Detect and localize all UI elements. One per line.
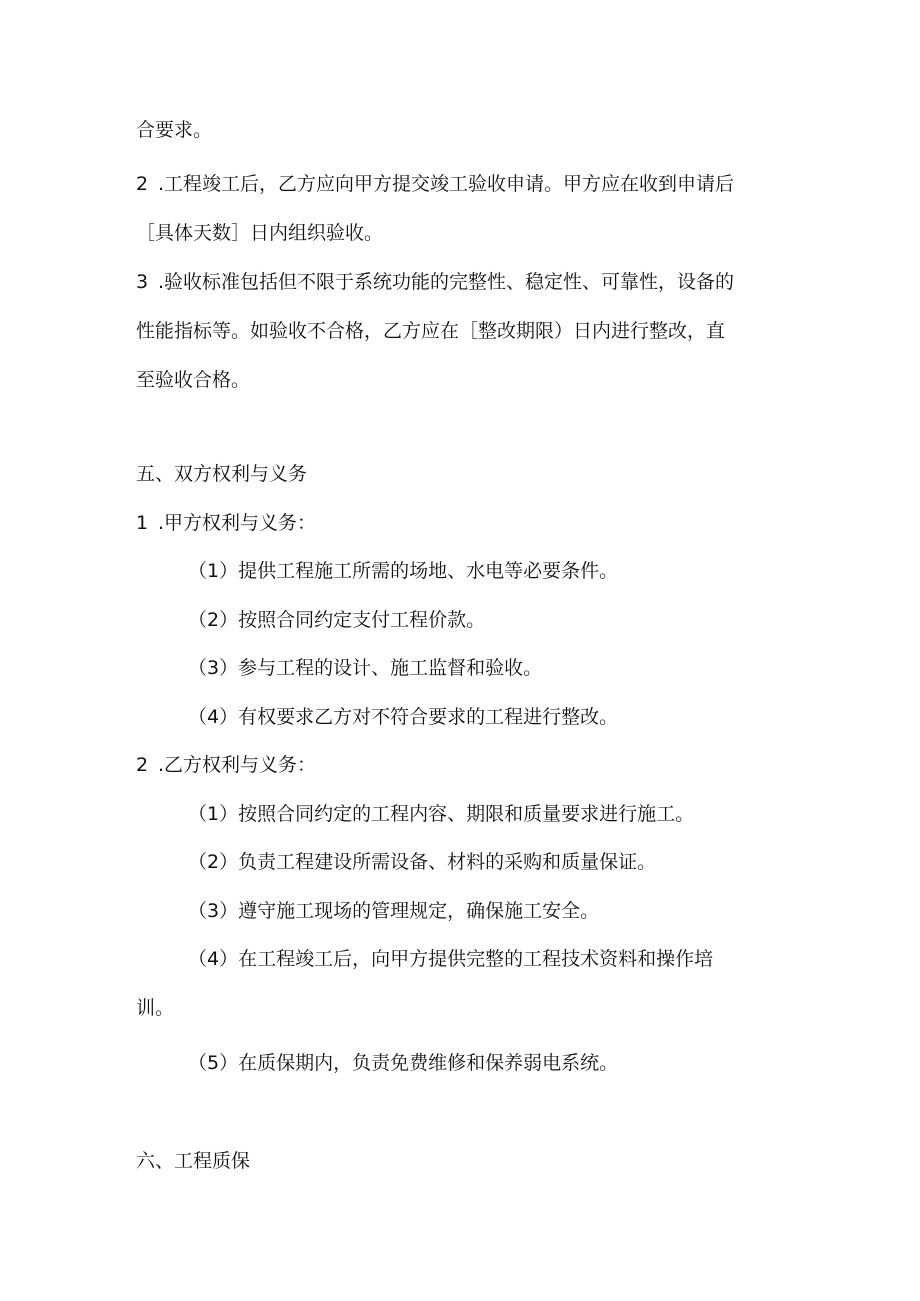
party-a-item-3: （3）参与工程的设计、施工监督和验收。	[188, 657, 543, 679]
list-item-2-line-2: ［具体天数］日内组织验收。	[136, 222, 384, 244]
section-heading-5: 五、双方权利与义务	[136, 463, 308, 485]
list-item-3-line-3: 至验收合格。	[136, 369, 251, 391]
list-item-3-line-1: 3 .验收标准包括但不限于系统功能的完整性、稳定性、可靠性，设备的	[136, 268, 734, 296]
party-b-item-4-line-1: （4）在工程竣工后，向甲方提供完整的工程技术资料和操作培	[188, 948, 714, 970]
party-a-item-4: （4）有权要求乙方对不符合要求的工程进行整改。	[188, 706, 619, 728]
party-b-item-1: （1）按照合同约定的工程内容、期限和质量要求进行施工。	[188, 803, 695, 825]
list-number: 2	[136, 173, 149, 195]
section-heading-6: 六、工程质保	[136, 1150, 251, 1172]
list-item-2-line-1: 2 .工程竣工后，乙方应向甲方提交竣工验收申请。甲方应在收到申请后	[136, 170, 734, 198]
list-number: 3	[136, 271, 149, 293]
party-b-item-5: （5）在质保期内，负责免费维修和保养弱电系统。	[188, 1052, 619, 1074]
paragraph-continuation: 合要求。	[136, 119, 213, 141]
party-a-item-1: （1）提供工程施工所需的场地、水电等必要条件。	[188, 560, 619, 582]
party-b-item-3: （3）遵守施工现场的管理规定，确保施工安全。	[188, 900, 600, 922]
list-item-3-line-2: 性能指标等。如验收不合格，乙方应在［整改期限）日内进行整改，直	[136, 320, 726, 342]
party-a-heading: 1 .甲方权利与义务：	[136, 509, 316, 537]
party-b-item-2: （2）负责工程建设所需设备、材料的采购和质量保证。	[188, 851, 657, 873]
party-a-item-2: （2）按照合同约定支付工程价款。	[188, 609, 486, 631]
list-number: 2	[136, 754, 149, 776]
party-b-item-4-line-2: 训。	[136, 997, 175, 1019]
party-b-heading: 2 .乙方权利与义务：	[136, 751, 316, 779]
list-number: 1	[136, 512, 149, 534]
